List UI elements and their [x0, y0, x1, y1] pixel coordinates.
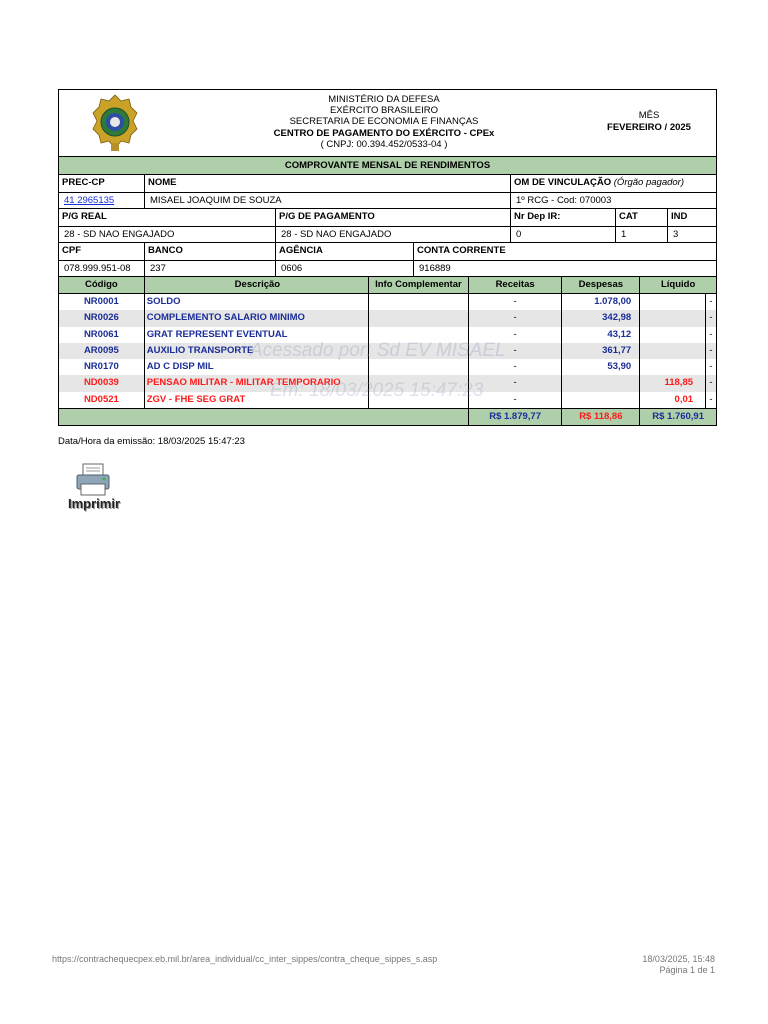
org-line-3: SECRETARIA DE ECONOMIA E FINANÇAS — [289, 116, 479, 128]
banco-cell — [145, 243, 276, 276]
nr-dep-value: 0 — [511, 226, 615, 242]
conta-label: CONTA CORRENTE — [417, 245, 506, 256]
pg-real-value: 28 - SD NAO ENGAJADO — [59, 226, 275, 242]
row-info — [369, 294, 469, 310]
totals-spacer — [59, 409, 469, 425]
pg-pag-value: 28 - SD NAO ENGAJADO — [276, 226, 510, 242]
nome-cell — [145, 175, 511, 208]
prec-cp-cell — [59, 175, 145, 208]
row-receitas: - — [469, 392, 563, 408]
print-label: Imprimir — [67, 496, 120, 511]
row-descricao: AD C DISP MIL — [145, 359, 369, 375]
month-value: FEVEREIRO / 2025 — [607, 122, 691, 133]
cat-label: CAT — [619, 211, 638, 222]
row-receitas: - — [469, 359, 563, 375]
banco-value: 237 — [145, 260, 275, 276]
table-header — [59, 277, 716, 294]
row-codigo: ND0521 — [59, 392, 145, 408]
table-row — [59, 294, 716, 310]
org-cpex: CENTRO DE PAGAMENTO DO EXÉRCITO - CPEx — [273, 127, 495, 139]
row-codigo: NR0170 — [59, 359, 145, 375]
row-end: - — [709, 328, 713, 340]
row-liquido — [640, 359, 706, 375]
col-liquido: Líquido — [660, 279, 696, 290]
ind-label: IND — [671, 211, 688, 222]
nr-dep-label: Nr Dep IR: — [514, 211, 561, 222]
document-title: COMPROVANTE MENSAL DE RENDIMENTOS — [59, 157, 716, 175]
col-despesas: Despesas — [562, 277, 640, 293]
col-receitas: Receitas — [469, 277, 563, 293]
row-codigo: ND0039 — [59, 375, 145, 391]
total-receitas: R$ 1.879,77 — [469, 409, 563, 425]
org-line-1: MINISTÉRIO DA DEFESA — [328, 94, 440, 105]
row-descricao: GRAT REPRESENT EVENTUAL — [145, 327, 369, 343]
row-descricao: SOLDO — [145, 294, 369, 310]
nome-label: NOME — [148, 177, 177, 188]
cpf-value: 078.999.951-08 — [59, 260, 144, 276]
ind-cell — [668, 209, 716, 242]
watermark-accessed-by: Acessado por: Sd EV MISAEL — [250, 340, 506, 361]
row-liquido: 118,85 — [640, 375, 706, 391]
prec-cp-link[interactable]: 41 2965135 — [64, 195, 115, 206]
row-info — [369, 310, 469, 326]
watermark-timestamp: Em: 18/03/2025 15:47:23 — [270, 380, 484, 401]
footer-info — [642, 954, 715, 976]
total-liquido: R$ 1.760,91 — [652, 411, 704, 423]
printer-icon — [63, 462, 125, 498]
row-codigo: NR0061 — [59, 327, 145, 343]
payslip-sheet — [58, 89, 717, 426]
om-value: 1º RCG - Cod: 070003 — [511, 192, 716, 208]
pg-real-label: P/G REAL — [62, 211, 107, 222]
pg-pag-label: P/G DE PAGAMENTO — [279, 211, 375, 222]
organization-block — [239, 94, 529, 150]
cat-cell — [616, 209, 668, 242]
row-descricao: COMPLEMENTO SALARIO MINIMO — [145, 310, 369, 326]
banco-label: BANCO — [148, 245, 183, 256]
row-codigo: NR0026 — [59, 310, 145, 326]
row-despesas: 1.078,00 — [562, 294, 640, 310]
info-row-2 — [59, 209, 716, 243]
table-totals — [59, 408, 716, 425]
month-label: MÊS — [638, 110, 660, 121]
row-descricao: PENSAO MILITAR - MILITAR TEMPORARIO — [145, 375, 369, 391]
row-despesas: 361,77 — [562, 343, 640, 359]
army-crest-icon — [91, 93, 139, 153]
row-descricao: ZGV - FHE SEG GRAT — [145, 392, 369, 408]
om-cell — [511, 175, 716, 208]
row-liquido: 0,01 — [640, 392, 706, 408]
footer-page: Página 1 de 1 — [659, 965, 715, 975]
cpf-cell — [59, 243, 145, 276]
org-cnpj: ( CNPJ: 00.394.452/0533-04 ) — [320, 138, 448, 150]
prec-cp-label: PREC-CP — [62, 177, 105, 188]
row-descricao: AUXILIO TRANSPORTE — [145, 343, 369, 359]
conta-cell — [414, 243, 716, 276]
row-liquido — [640, 310, 706, 326]
nr-dep-cell — [511, 209, 616, 242]
row-receitas: - — [469, 327, 563, 343]
om-label-text: OM DE VINCULAÇÃO — [514, 177, 612, 188]
nome-value: MISAEL JOAQUIM DE SOUZA — [145, 192, 510, 208]
om-label-note: (Órgão pagador) — [613, 177, 684, 188]
prec-cp-value-wrap — [59, 192, 144, 208]
row-despesas: 43,12 — [562, 327, 640, 343]
cat-value: 1 — [616, 226, 667, 242]
month-block — [599, 110, 699, 134]
total-despesas: R$ 118,86 — [562, 409, 640, 425]
row-end: - — [709, 344, 713, 356]
om-label — [514, 177, 684, 188]
row-end: - — [709, 312, 713, 324]
col-codigo: Código — [59, 277, 145, 293]
row-despesas: 53,90 — [562, 359, 640, 375]
col-descricao: Descrição — [145, 277, 369, 293]
row-despesas — [562, 375, 640, 391]
row-receitas: - — [469, 375, 563, 391]
row-receitas: - — [469, 310, 563, 326]
row-codigo: NR0001 — [59, 294, 145, 310]
row-despesas: 342,98 — [562, 310, 640, 326]
row-liquido — [640, 294, 706, 310]
cpf-label: CPF — [62, 245, 81, 256]
row-liquido — [640, 343, 706, 359]
ind-value: 3 — [668, 226, 716, 242]
table-row — [59, 310, 716, 326]
row-end: - — [709, 361, 713, 373]
footer-url: https://contrachequecpex.eb.mil.br/area_individual/cc_inter_sippes/contra_cheque_sippes_s.asp — [52, 954, 438, 964]
print-button[interactable] — [63, 462, 125, 514]
row-end: - — [709, 296, 713, 307]
footer-datetime: 18/03/2025, 15:48 — [642, 954, 715, 964]
row-receitas: - — [469, 343, 563, 359]
info-row-1 — [59, 175, 716, 209]
row-end: - — [709, 393, 713, 405]
row-receitas: - — [469, 294, 563, 310]
agencia-cell — [276, 243, 414, 276]
pg-real-cell — [59, 209, 276, 242]
agencia-value: 0606 — [276, 260, 413, 276]
row-codigo: AR0095 — [59, 343, 145, 359]
emission-datetime: Data/Hora da emissão: 18/03/2025 15:47:23 — [58, 436, 245, 447]
payslip-header — [59, 90, 716, 157]
agencia-label: AGÊNCIA — [279, 245, 323, 256]
row-despesas — [562, 392, 640, 408]
org-line-2: EXÉRCITO BRASILEIRO — [329, 105, 439, 117]
row-liquido — [640, 327, 706, 343]
conta-value: 916889 — [414, 260, 716, 276]
info-row-3 — [59, 243, 716, 277]
pg-pag-cell — [276, 209, 511, 242]
col-info: Info Complementar — [369, 277, 469, 293]
row-end: - — [709, 377, 713, 389]
